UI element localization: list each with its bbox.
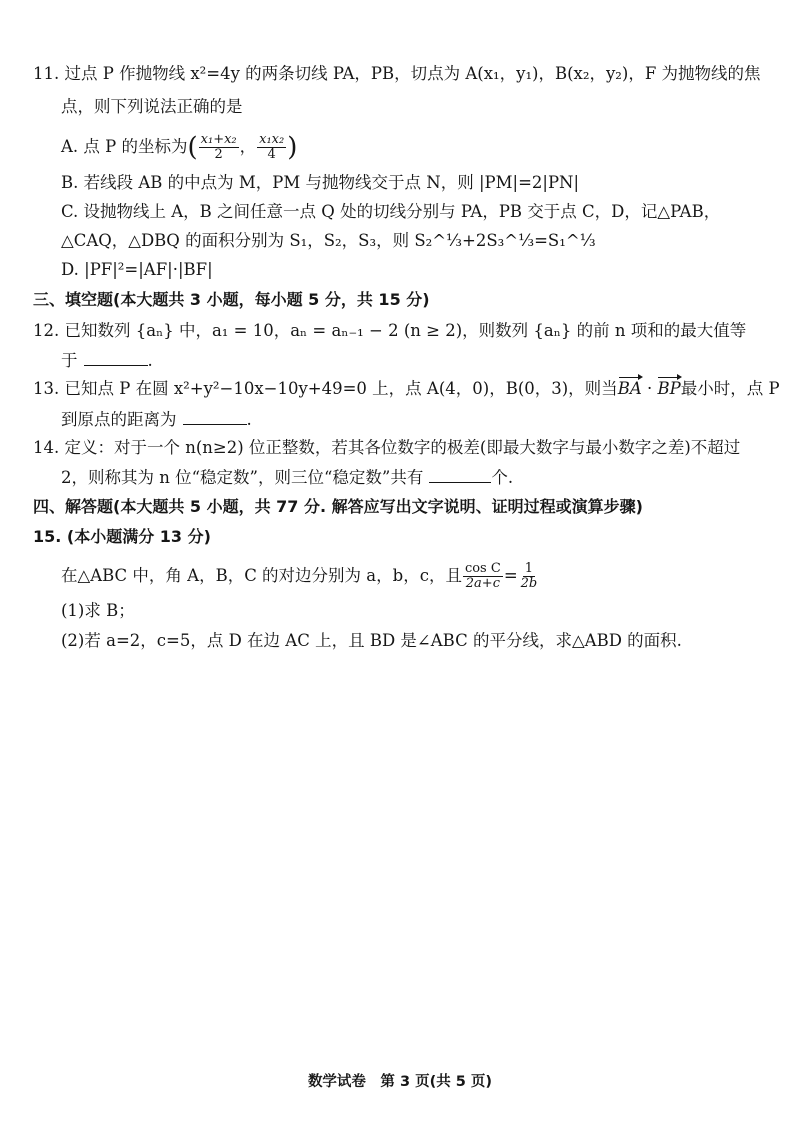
left-paren: ( [187,132,198,163]
frac-denominator: 2b [520,576,538,591]
q14-line2-text: 2，则称其为 n 位“稳定数”，则三位“稳定数”共有 [61,468,424,487]
section-4-heading: 四、解答题(本大题共 5 小题，共 77 分. 解答应写出文字说明、证明过程或演算步骤) [33,497,643,516]
q13-line1-pre: 13. 已知点 P 在圆 x²+y²−10x−10y+49=0 上，点 A(4，0)，B(0，3)，则当 [33,379,618,398]
q11-option-c-line1: C. 设抛物线上 A，B 之间任意一点 Q 处的切线分别与 PA，PB 交于点 C，D，记△PAB， [61,202,721,221]
q12-answer-blank [84,349,148,366]
dot-product: · [641,379,658,398]
frac-numerator: x₁+x₂ [200,132,237,147]
frac-denominator: 2 [214,147,223,162]
frac-numerator: cos C [464,561,501,576]
frac-numerator: x₁x₂ [259,132,285,147]
q13-line2-text: 到原点的距离为 [61,410,177,429]
q14-answer-blank [429,466,491,483]
q11-stem-line2: 点，则下列说法正确的是 [61,97,243,116]
q14-line2-end: 个. [491,468,514,487]
q11-option-a [61,132,297,162]
frac-denominator: 2a+c [465,576,500,591]
frac-denominator: 4 [267,147,276,162]
q12-line2-text: 于 [61,351,78,370]
q13-line1-post: 最小时，点 P [680,379,780,398]
q15-stem-pre: 在△ABC 中，角 A，B，C 的对边分别为 a，b，c，且 [61,566,462,585]
q15-frac-right [519,562,540,591]
q14-stem-line1: 14. 定义：对于一个 n(n≥2) 位正整数，若其各位数字的极差(即最大数字与最小数字之差)不超过 [33,438,741,457]
q13-stem-line2 [61,408,252,431]
q11-option-a-frac1 [199,133,239,162]
q15-part2: (2)若 a=2，c=5，点 D 在边 AC 上，且 BD 是∠ABC 的平分线，求△ABD 的面积. [61,631,682,650]
q11-option-a-prefix: A. 点 P 的坐标为 [61,137,188,156]
q12-stem-line2 [61,349,153,372]
vector-ba: BA [617,379,642,398]
q11-stem-line1: 11. 过点 P 作抛物线 x²=4y 的两条切线 PA，PB，切点为 A(x₁，y₁)，B(x₂，y₂)，F 为抛物线的焦 [33,64,761,83]
q11-option-d: D. |PF|²=|AF|·|BF| [61,260,213,279]
comma: ， [239,137,257,156]
q14-stem-line2 [61,466,513,489]
q11-option-b: B. 若线段 AB 的中点为 M，PM 与抛物线交于点 N，则 |PM|=2|PN| [61,173,580,192]
vector-bp: BP [657,379,681,398]
q13-line2-end: . [246,410,252,429]
q15-stem [61,560,540,592]
q15-part1: (1)求 B； [61,601,135,620]
frac-numerator: 1 [524,561,534,576]
page-footer: 数学试卷 第 3 页(共 5 页) [307,1074,493,1090]
q15-frac-left [463,562,503,591]
q12-line2-end: . [147,351,153,370]
equals-sign: = [503,566,518,585]
q15-header: 15. (本小题满分 13 分) [33,527,211,546]
right-paren: ) [287,132,298,163]
q11-option-c-line2: △CAQ，△DBQ 的面积分别为 S₁，S₂，S₃，则 S₂^⅓+2S₃^⅓=S₁^⅓ [61,231,596,250]
section-3-heading: 三、填空题(本大题共 3 小题，每小题 5 分，共 15 分) [33,290,430,309]
q13-stem-line1 [33,378,780,400]
q13-answer-blank [183,408,247,425]
q12-stem-line1: 12. 已知数列 {aₙ} 中，a₁ = 10，aₙ = aₙ₋₁ − 2 (n ≥ 2)，则数列 {aₙ} 的前 n 项和的最大值等 [33,321,747,340]
q11-option-a-frac2 [257,133,286,162]
